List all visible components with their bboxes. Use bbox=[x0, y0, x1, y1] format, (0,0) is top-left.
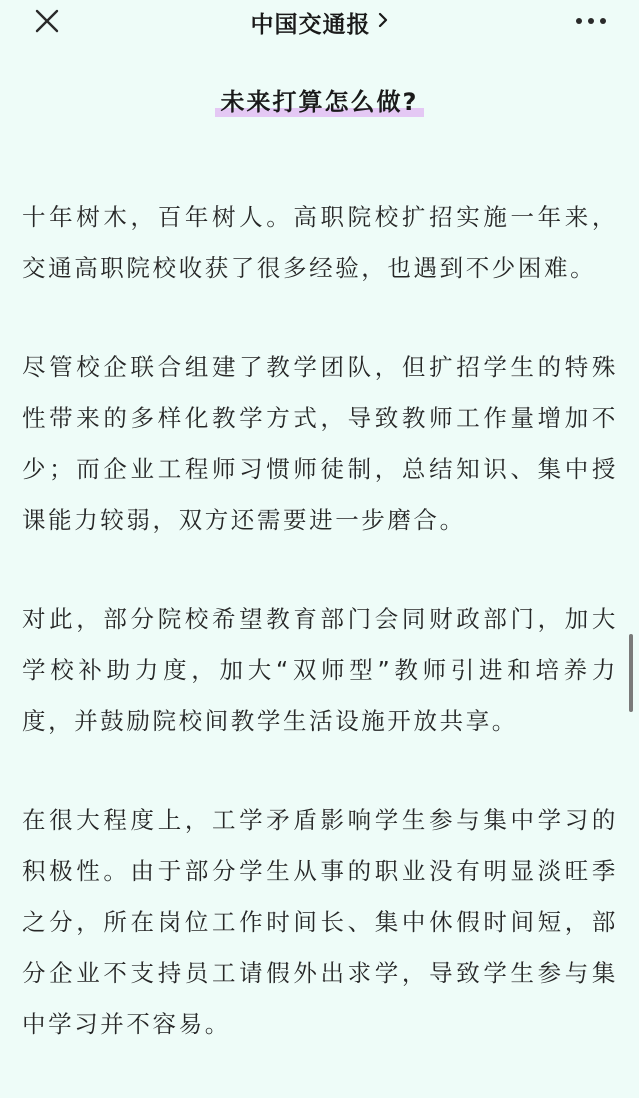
account-title: 中国交通报 bbox=[250, 11, 371, 38]
article-body bbox=[22, 192, 618, 1098]
article-paragraph: 十年树木，百年树人。高职院校扩招实施一年来，交通高职院校收获了很多经验，也遇到不少困难。 bbox=[22, 203, 618, 282]
article-paragraph: 在很大程度上，工学矛盾影响学生参与集中学习的积极性。由于部分学生从事的职业没有明显淡旺季之分，所在岗位工作时间长、集中休假时间短，部分企业不支持员工请假外出求学，导致学生参与集中学习并不容易。 bbox=[22, 806, 618, 1038]
top-navigation-bar bbox=[0, 0, 639, 46]
section-heading-wrapper bbox=[0, 82, 639, 117]
article-paragraph: 对此，部分院校希望教育部门会同财政部门，加大学校补助力度，加大“双师型”教师引进和培养力度，并鼓励院校间教学生活设施开放共享。 bbox=[22, 605, 618, 735]
section-heading bbox=[215, 82, 425, 117]
more-horizontal-icon bbox=[573, 6, 609, 36]
account-title-link[interactable] bbox=[251, 0, 389, 44]
scrollbar-thumb[interactable] bbox=[629, 634, 633, 712]
more-options-button[interactable] bbox=[573, 6, 609, 36]
chevron-right-icon bbox=[377, 10, 389, 34]
section-heading-text: 未来打算怎么做? bbox=[220, 88, 419, 116]
article-paragraph: 尽管校企联合组建了教学团队，但扩招学生的特殊性带来的多样化教学方式，导致教师工作量增加不少；而企业工程师习惯师徒制，总结知识、集中授课能力较弱，双方还需要进一步磨合。 bbox=[22, 353, 618, 534]
